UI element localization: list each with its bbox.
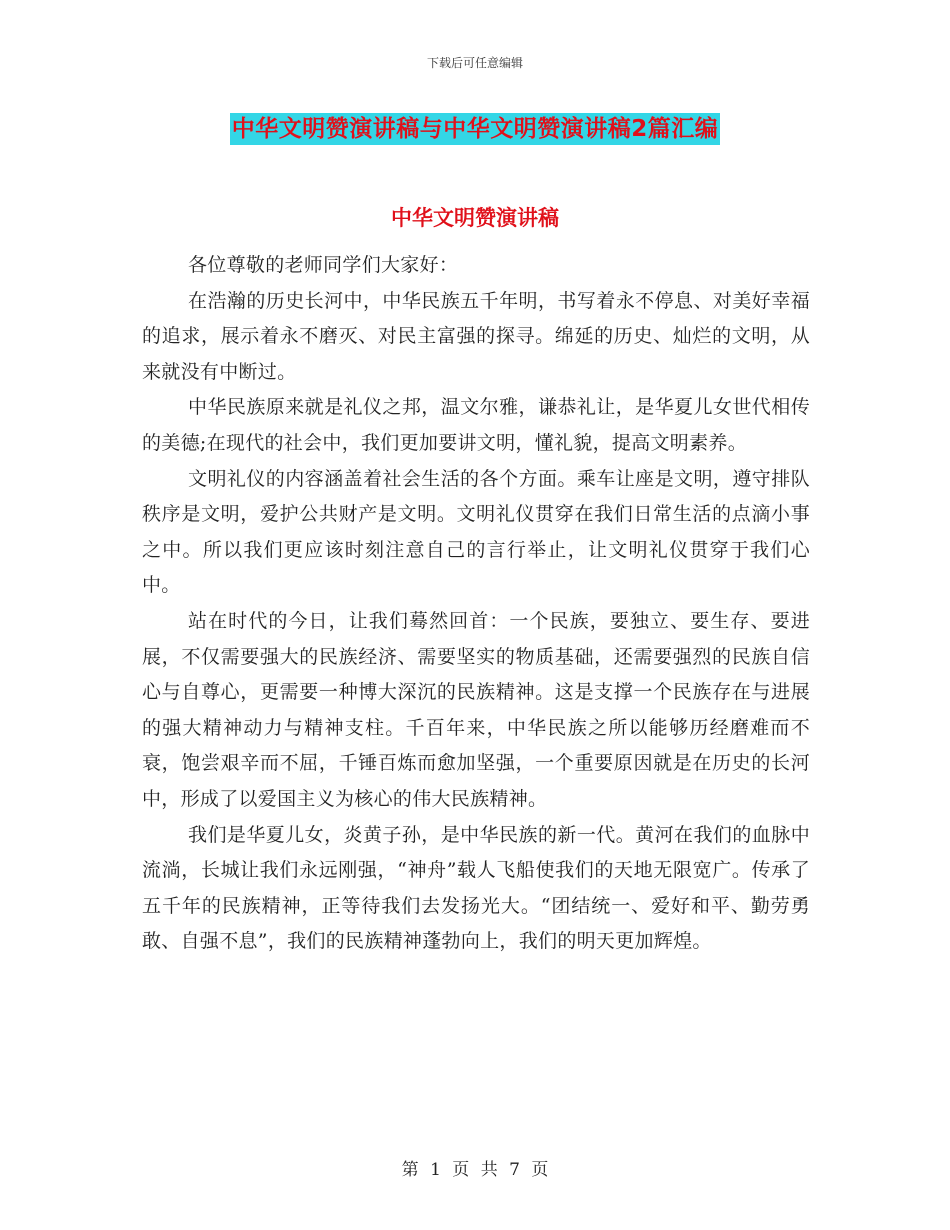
paragraph: 站在时代的今日，让我们蓦然回首：一个民族，要独立、要生存、要进展，不仅需要强大的民族经济、需要坚实的物质基础，还需要强烈的民族自信心与自尊心，更需要一种博大深沉的民族精神。这是支撑一个民族存在与进展的强大精神动力与精神支柱。千百年来，中华民族之所以能够历经磨难而不衰，饱尝艰辛而不屈，千锤百炼而愈加坚强，一个重要原因就是在历史的长河中，形成了以爱国主义为核心的伟大民族精神。	[142, 609, 810, 810]
paragraph: 我们是华夏儿女，炎黄子孙，是中华民族的新一代。黄河在我们的血脉中流淌，长城让我们永远刚强，“神舟”载人飞船使我们的天地无限宽广。传承了五千年的民族精神，正等待我们去发扬光大。“团结统一、爱好和平、勤劳勇敢、自强不息”，我们的民族精神蓬勃向上，我们的明天更加辉煌。	[142, 823, 810, 953]
paragraph: 中华民族原来就是礼仪之邦，温文尔雅，谦恭礼让，是华夏儿女世代相传的美德;在现代的社会中，我们更加要讲文明，懂礼貌，提高文明素养。	[142, 396, 810, 454]
document-body	[142, 248, 810, 960]
paragraph: 文明礼仪的内容涵盖着社会生活的各个方面。乘车让座是文明，遵守排队秩序是文明，爱护公共财产是文明。文明礼仪贯穿在我们日常生活的点滴小事之中。所以我们更应该时刻注意自己的言行举止，让文明礼仪贯穿于我们心中。	[142, 467, 810, 597]
section-title: 中华文明赞演讲稿	[391, 206, 559, 230]
paragraph-greeting: 各位尊敬的老师同学们大家好：	[188, 254, 459, 276]
page-number-footer: 第 1 页 共 7 页	[401, 1160, 549, 1180]
paragraph: 在浩瀚的历史长河中，中华民族五千年明，书写着永不停息、对美好幸福的追求，展示着永不磨灭、对民主富强的探寻。绵延的历史、灿烂的文明，从来就没有中断过。	[142, 289, 810, 383]
document-title-container	[0, 113, 950, 145]
document-title: 中华文明赞演讲稿与中华文明赞演讲稿2篇汇编	[230, 113, 721, 145]
page-header-note: 下载后可任意编辑	[426, 56, 523, 70]
